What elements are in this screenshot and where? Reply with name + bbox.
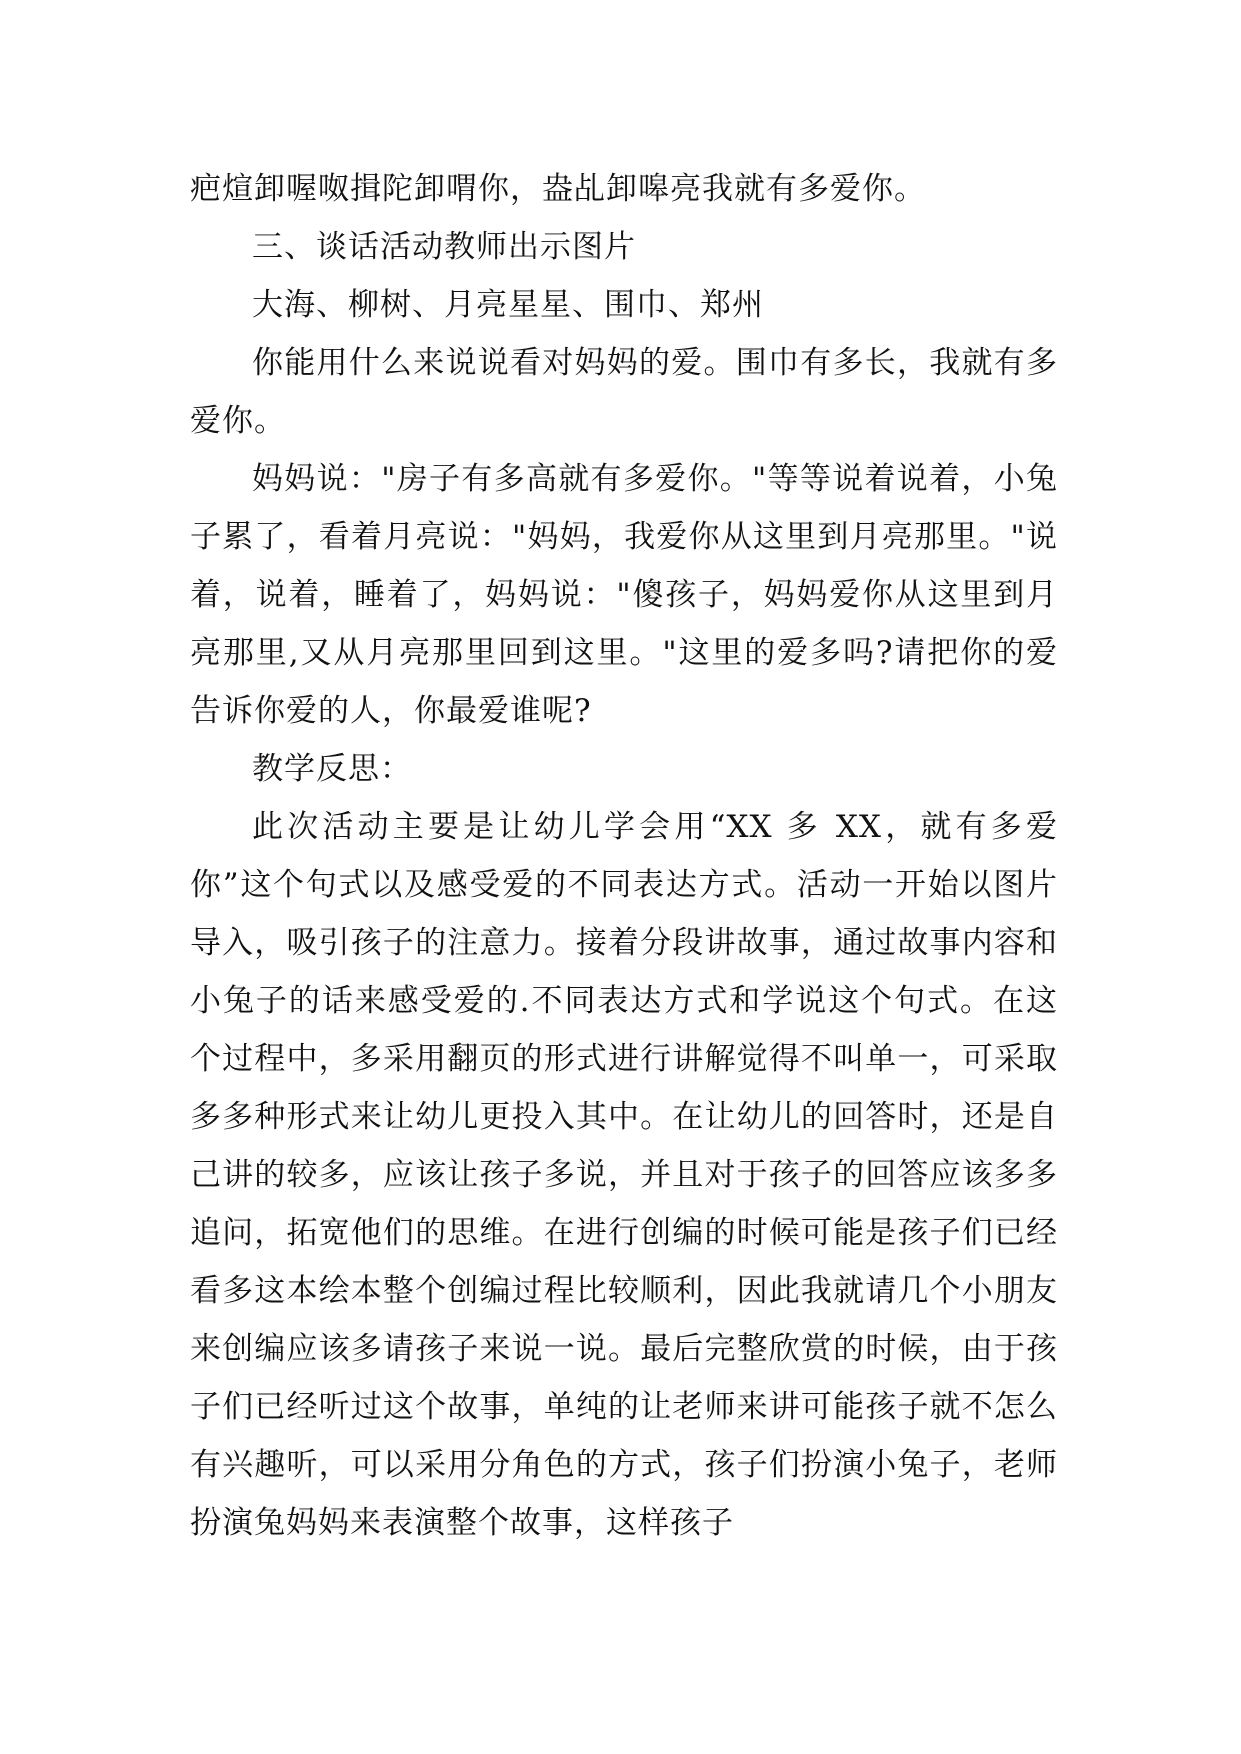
- paragraph-continuation: 疤煊卸喔呶揖陀卸喟你，盎乩卸嗥亮我就有多爱你。: [190, 171, 926, 207]
- paragraph-question: 你能用什么来说说看对妈妈的爱。围巾有多长，我就有多爱你。: [190, 345, 1058, 439]
- section-heading-talk-activity: 三、谈话活动教师出示图片: [252, 229, 636, 265]
- paragraph-reflection: 此次活动主要是让幼儿学会用“XX 多 XX，就有多爱你”这个句式以及感受爱的不同表达方式。活动一开始以图片导入，吸引孩子的注意力。接着分段讲故事，通过故事内容和小兔子的话来感受爱的.不同表达方式和学说这个句式。在这个过程中，多采用翻页的形式进行讲解觉得不叫单一，可采取多多种形式来让幼儿更投入其中。在让幼儿的回答时，还是自己讲的较多，应该让孩子多说，并且对于孩子的回答应该多多追问，拓宽他们的思维。在进行创编的时候可能是孩子们已经看多这本绘本整个创编过程比较顺利，因此我就请几个小朋友来创编应该多请孩子来说一说。最后完整欣赏的时候，由于孩子们已经听过这个故事，单纯的让老师来讲可能孩子就不怎么有兴趣听，可以采用分角色的方式，孩子们扮演小兔子，老师扮演兔妈妈来表演整个故事，这样孩子: [190, 809, 1058, 1541]
- document-body: [190, 160, 1058, 1552]
- paragraph-story-dialogue: 妈妈说："房子有多高就有多爱你。"等等说着说着，小兔子累了，看着月亮说："妈妈，我爱你从这里到月亮那里。"说着，说着，睡着了，妈妈说："傻孩子，妈妈爱你从这里到月亮那里,又从月亮那里回到这里。"这里的爱多吗?请把你的爱告诉你爱的人，你最爱谁呢?: [190, 461, 1058, 729]
- section-heading-reflection: 教学反思：: [252, 751, 412, 787]
- paragraph-picture-list: 大海、柳树、月亮星星、围巾、郑州: [252, 287, 764, 323]
